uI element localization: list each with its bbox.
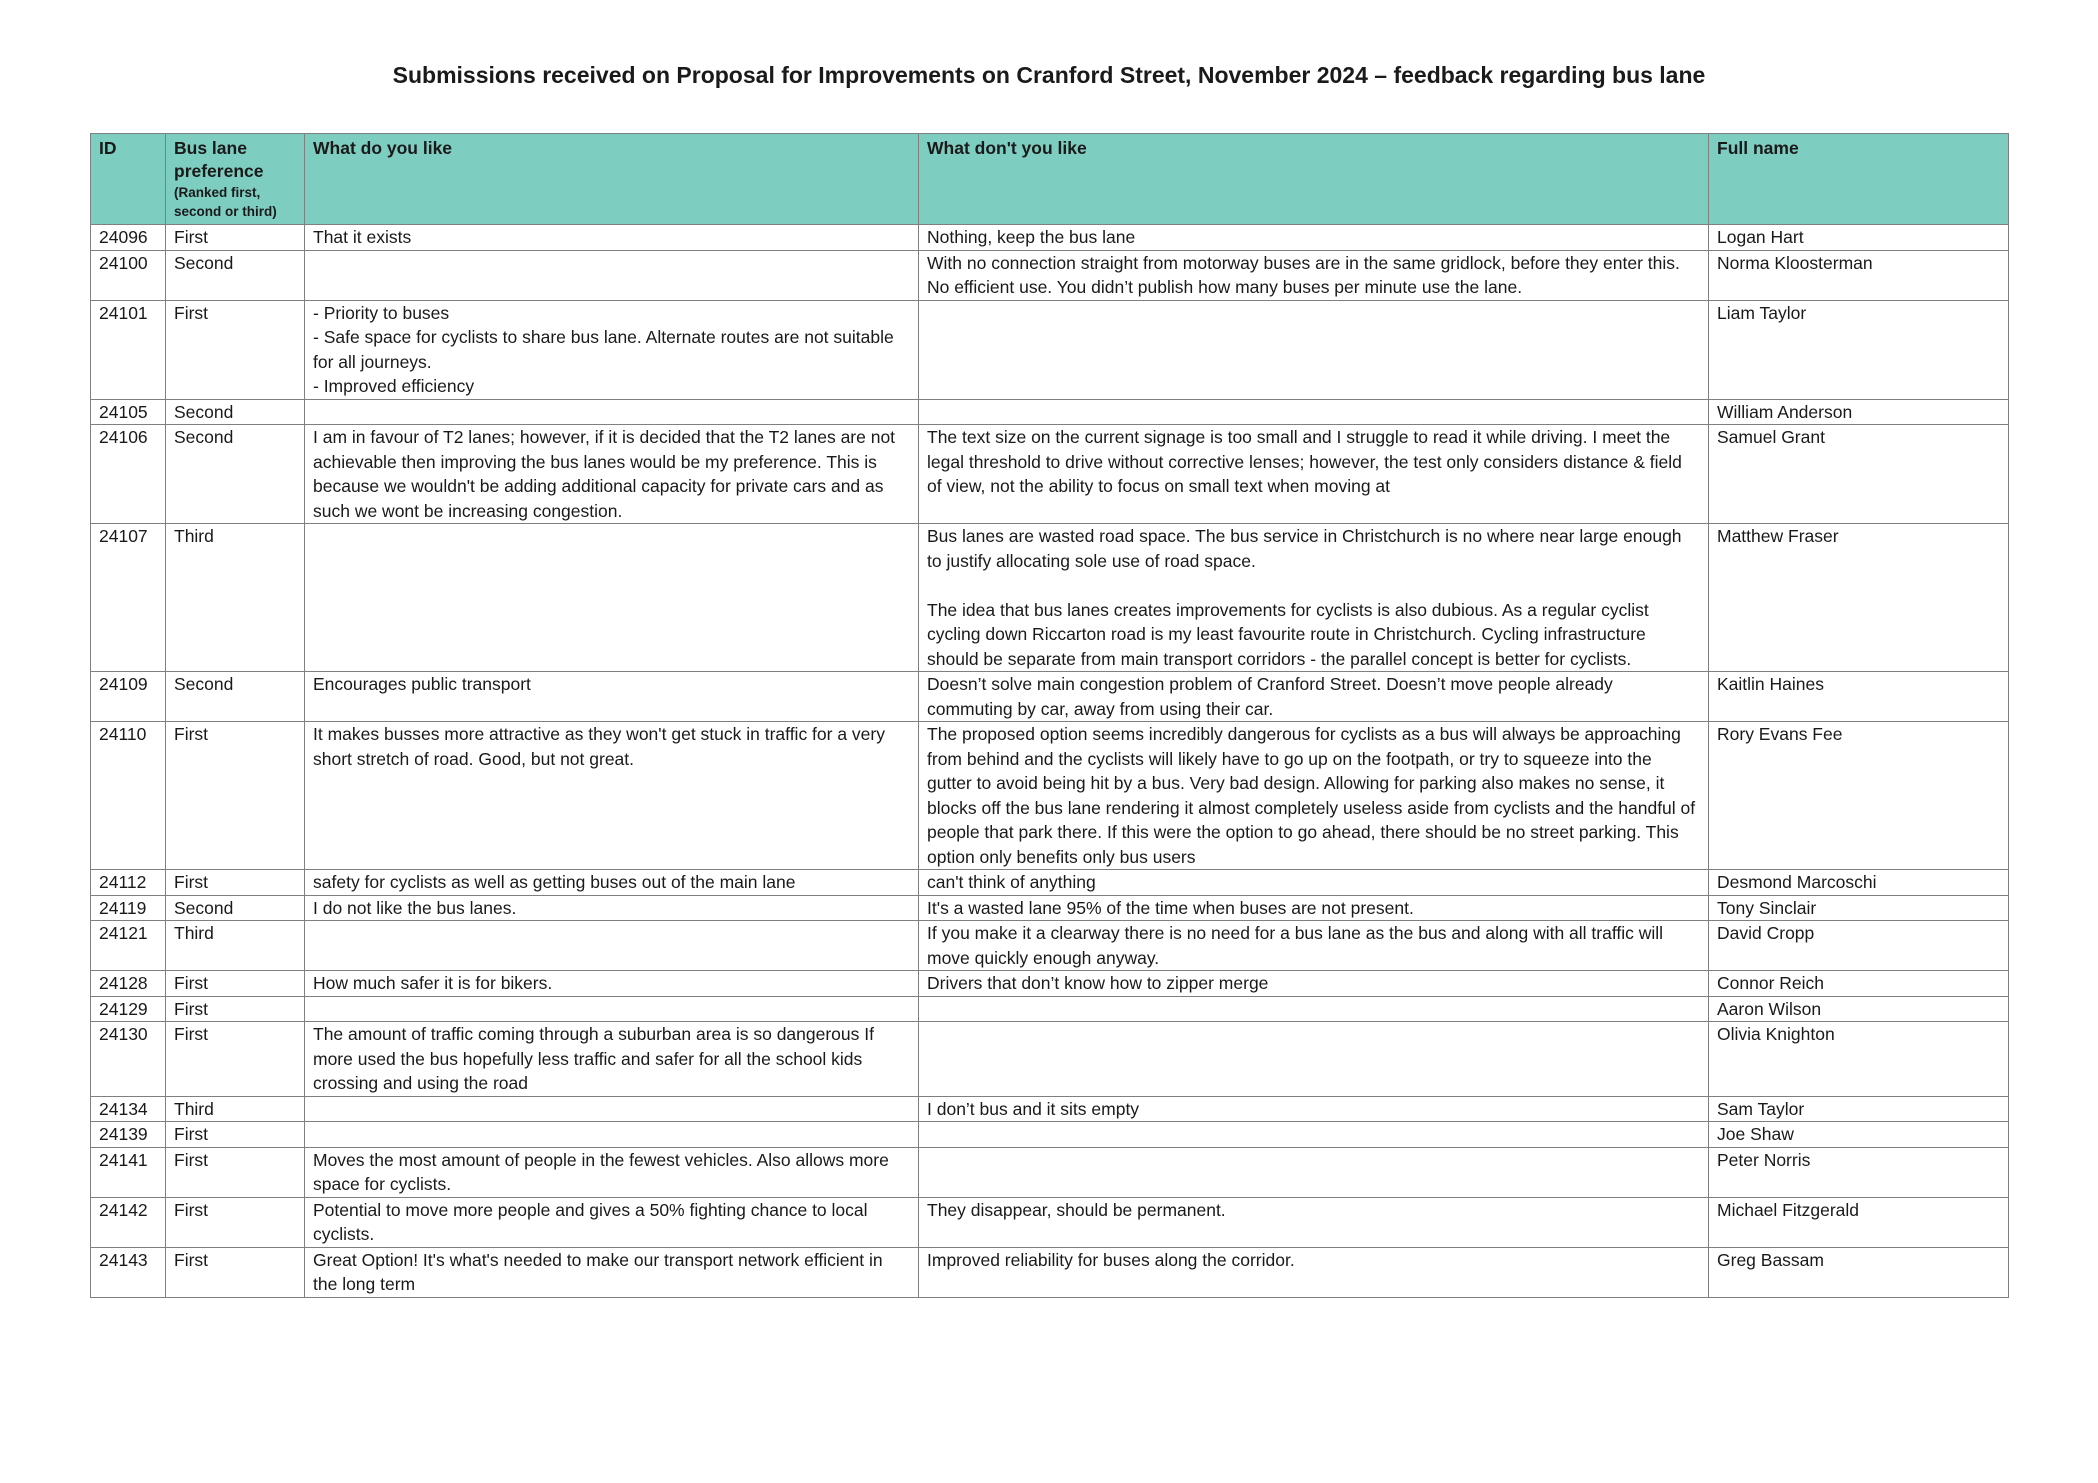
- column-header-dislike: What don't you like: [919, 134, 1709, 225]
- table-row: [91, 1122, 2009, 1148]
- cell-name: David Cropp: [1709, 921, 2009, 971]
- table-row: [91, 870, 2009, 896]
- cell-like: [305, 996, 919, 1022]
- cell-preference: Second: [166, 672, 305, 722]
- cell-preference: Third: [166, 921, 305, 971]
- cell-dislike: Doesn’t solve main congestion problem of Cranford Street. Doesn’t move people already commuting by car, away from using their car.: [919, 672, 1709, 722]
- cell-like: [305, 250, 919, 300]
- cell-dislike: [919, 1122, 1709, 1148]
- cell-preference: First: [166, 971, 305, 997]
- column-header-preference-label: Bus lane preference: [174, 138, 264, 181]
- cell-like: - Priority to buses - Safe space for cyclists to share bus lane. Alternate routes are not suitable for all journeys. - Improved efficiency: [305, 300, 919, 399]
- table-row: [91, 921, 2009, 971]
- cell-like: It makes busses more attractive as they won't get stuck in traffic for a very short stretch of road. Good, but not great.: [305, 722, 919, 870]
- cell-dislike: [919, 399, 1709, 425]
- cell-name: Connor Reich: [1709, 971, 2009, 997]
- cell-dislike: Drivers that don’t know how to zipper merge: [919, 971, 1709, 997]
- table-row: [91, 895, 2009, 921]
- cell-id: 24100: [91, 250, 166, 300]
- cell-like: Moves the most amount of people in the fewest vehicles. Also allows more space for cyclists.: [305, 1147, 919, 1197]
- table-row: [91, 399, 2009, 425]
- table-row: [91, 300, 2009, 399]
- column-header-preference-sublabel: (Ranked first, second or third): [174, 185, 277, 219]
- cell-id: 24129: [91, 996, 166, 1022]
- cell-id: 24121: [91, 921, 166, 971]
- cell-like: [305, 921, 919, 971]
- cell-dislike: [919, 1022, 1709, 1097]
- submissions-table: [90, 133, 2009, 1298]
- cell-id: 24142: [91, 1197, 166, 1247]
- cell-dislike: If you make it a clearway there is no need for a bus lane as the bus and along with all traffic will move quickly enough anyway.: [919, 921, 1709, 971]
- cell-dislike: can't think of anything: [919, 870, 1709, 896]
- cell-id: 24106: [91, 425, 166, 524]
- cell-id: 24139: [91, 1122, 166, 1148]
- cell-like: Potential to move more people and gives a 50% fighting chance to local cyclists.: [305, 1197, 919, 1247]
- cell-like: How much safer it is for bikers.: [305, 971, 919, 997]
- cell-preference: Third: [166, 524, 305, 672]
- cell-name: Samuel Grant: [1709, 425, 2009, 524]
- table-row: [91, 1147, 2009, 1197]
- cell-dislike: The proposed option seems incredibly dangerous for cyclists as a bus will always be approaching from behind and the cyclists will likely have to go up on the footpath, or try to squeeze into the gutter to avoid being hit by a bus. Very bad design. Allowing for parking also makes no sense, it blocks off the bus lane rendering it almost completely useless aside from cyclists and the handful of people that park there. If this were the option to go ahead, there should be no street parking. This option only benefits only bus users: [919, 722, 1709, 870]
- table-row: [91, 996, 2009, 1022]
- column-header-id: ID: [91, 134, 166, 225]
- cell-like: I do not like the bus lanes.: [305, 895, 919, 921]
- table-row: [91, 672, 2009, 722]
- cell-preference: First: [166, 1122, 305, 1148]
- cell-name: Kaitlin Haines: [1709, 672, 2009, 722]
- cell-like: [305, 1096, 919, 1122]
- column-header-name: Full name: [1709, 134, 2009, 225]
- column-header-preference: [166, 134, 305, 225]
- cell-name: Desmond Marcoschi: [1709, 870, 2009, 896]
- page-title: Submissions received on Proposal for Improvements on Cranford Street, November 2024 – feedback regarding bus lane: [392, 62, 1706, 88]
- cell-id: 24101: [91, 300, 166, 399]
- cell-dislike: It's a wasted lane 95% of the time when buses are not present.: [919, 895, 1709, 921]
- cell-dislike: With no connection straight from motorway buses are in the same gridlock, before they enter this. No efficient use. You didn’t publish how many buses per minute use the lane.: [919, 250, 1709, 300]
- cell-name: Sam Taylor: [1709, 1096, 2009, 1122]
- cell-preference: First: [166, 722, 305, 870]
- cell-like: I am in favour of T2 lanes; however, if it is decided that the T2 lanes are not achievable then improving the bus lanes would be my preference. This is because we wouldn't be adding additional capacity for private cars and as such we wont be increasing congestion.: [305, 425, 919, 524]
- cell-name: Michael Fitzgerald: [1709, 1197, 2009, 1247]
- cell-name: Liam Taylor: [1709, 300, 2009, 399]
- cell-like: safety for cyclists as well as getting buses out of the main lane: [305, 870, 919, 896]
- cell-like: That it exists: [305, 225, 919, 251]
- cell-preference: First: [166, 1197, 305, 1247]
- cell-preference: First: [166, 996, 305, 1022]
- cell-name: Logan Hart: [1709, 225, 2009, 251]
- cell-like: Great Option! It's what's needed to make our transport network efficient in the long term: [305, 1247, 919, 1297]
- cell-id: 24134: [91, 1096, 166, 1122]
- cell-id: 24112: [91, 870, 166, 896]
- cell-id: 24096: [91, 225, 166, 251]
- cell-preference: First: [166, 1247, 305, 1297]
- cell-id: 24105: [91, 399, 166, 425]
- cell-preference: First: [166, 1022, 305, 1097]
- cell-id: 24110: [91, 722, 166, 870]
- cell-like: [305, 524, 919, 672]
- cell-id: 24109: [91, 672, 166, 722]
- cell-id: 24143: [91, 1247, 166, 1297]
- table-row: [91, 722, 2009, 870]
- table-row: [91, 250, 2009, 300]
- cell-name: Olivia Knighton: [1709, 1022, 2009, 1097]
- cell-dislike: I don’t bus and it sits empty: [919, 1096, 1709, 1122]
- table-row: [91, 1022, 2009, 1097]
- cell-like: [305, 1122, 919, 1148]
- cell-id: 24130: [91, 1022, 166, 1097]
- cell-name: Matthew Fraser: [1709, 524, 2009, 672]
- cell-dislike: They disappear, should be permanent.: [919, 1197, 1709, 1247]
- cell-like: Encourages public transport: [305, 672, 919, 722]
- cell-name: Norma Kloosterman: [1709, 250, 2009, 300]
- cell-preference: First: [166, 300, 305, 399]
- table-row: [91, 1096, 2009, 1122]
- cell-dislike: [919, 300, 1709, 399]
- cell-preference: First: [166, 225, 305, 251]
- cell-preference: Second: [166, 425, 305, 524]
- table-row: [91, 524, 2009, 672]
- cell-preference: Second: [166, 895, 305, 921]
- table-row: [91, 1197, 2009, 1247]
- cell-name: Peter Norris: [1709, 1147, 2009, 1197]
- cell-name: Aaron Wilson: [1709, 996, 2009, 1022]
- cell-name: William Anderson: [1709, 399, 2009, 425]
- cell-preference: First: [166, 1147, 305, 1197]
- cell-preference: Second: [166, 250, 305, 300]
- cell-id: 24141: [91, 1147, 166, 1197]
- cell-id: 24119: [91, 895, 166, 921]
- cell-name: Joe Shaw: [1709, 1122, 2009, 1148]
- cell-dislike: Bus lanes are wasted road space. The bus service in Christchurch is no where near large enough to justify allocating sole use of road space. The idea that bus lanes creates improvements for cyclists is also dubious. As a regular cyclist cycling down Riccarton road is my least favourite route in Christchurch. Cycling infrastructure should be separate from main transport corridors - the parallel concept is better for cyclists.: [919, 524, 1709, 672]
- table-row: [91, 225, 2009, 251]
- column-header-like: What do you like: [305, 134, 919, 225]
- cell-dislike: Nothing, keep the bus lane: [919, 225, 1709, 251]
- cell-like: [305, 399, 919, 425]
- cell-id: 24107: [91, 524, 166, 672]
- cell-name: Tony Sinclair: [1709, 895, 2009, 921]
- table-body: [91, 225, 2009, 1298]
- cell-like: The amount of traffic coming through a suburban area is so dangerous If more used the bus hopefully less traffic and safer for all the school kids crossing and using the road: [305, 1022, 919, 1097]
- cell-name: Rory Evans Fee: [1709, 722, 2009, 870]
- table-row: [91, 425, 2009, 524]
- table-row: [91, 1247, 2009, 1297]
- cell-dislike: [919, 996, 1709, 1022]
- cell-dislike: Improved reliability for buses along the corridor.: [919, 1247, 1709, 1297]
- cell-preference: Second: [166, 399, 305, 425]
- cell-preference: First: [166, 870, 305, 896]
- cell-dislike: The text size on the current signage is too small and I struggle to read it while driving. I meet the legal threshold to drive without corrective lenses; however, the test only considers distance & field of view, not the ability to focus on small text when moving at: [919, 425, 1709, 524]
- cell-preference: Third: [166, 1096, 305, 1122]
- cell-name: Greg Bassam: [1709, 1247, 2009, 1297]
- cell-id: 24128: [91, 971, 166, 997]
- table-row: [91, 971, 2009, 997]
- cell-dislike: [919, 1147, 1709, 1197]
- table-header-row: [91, 134, 2009, 225]
